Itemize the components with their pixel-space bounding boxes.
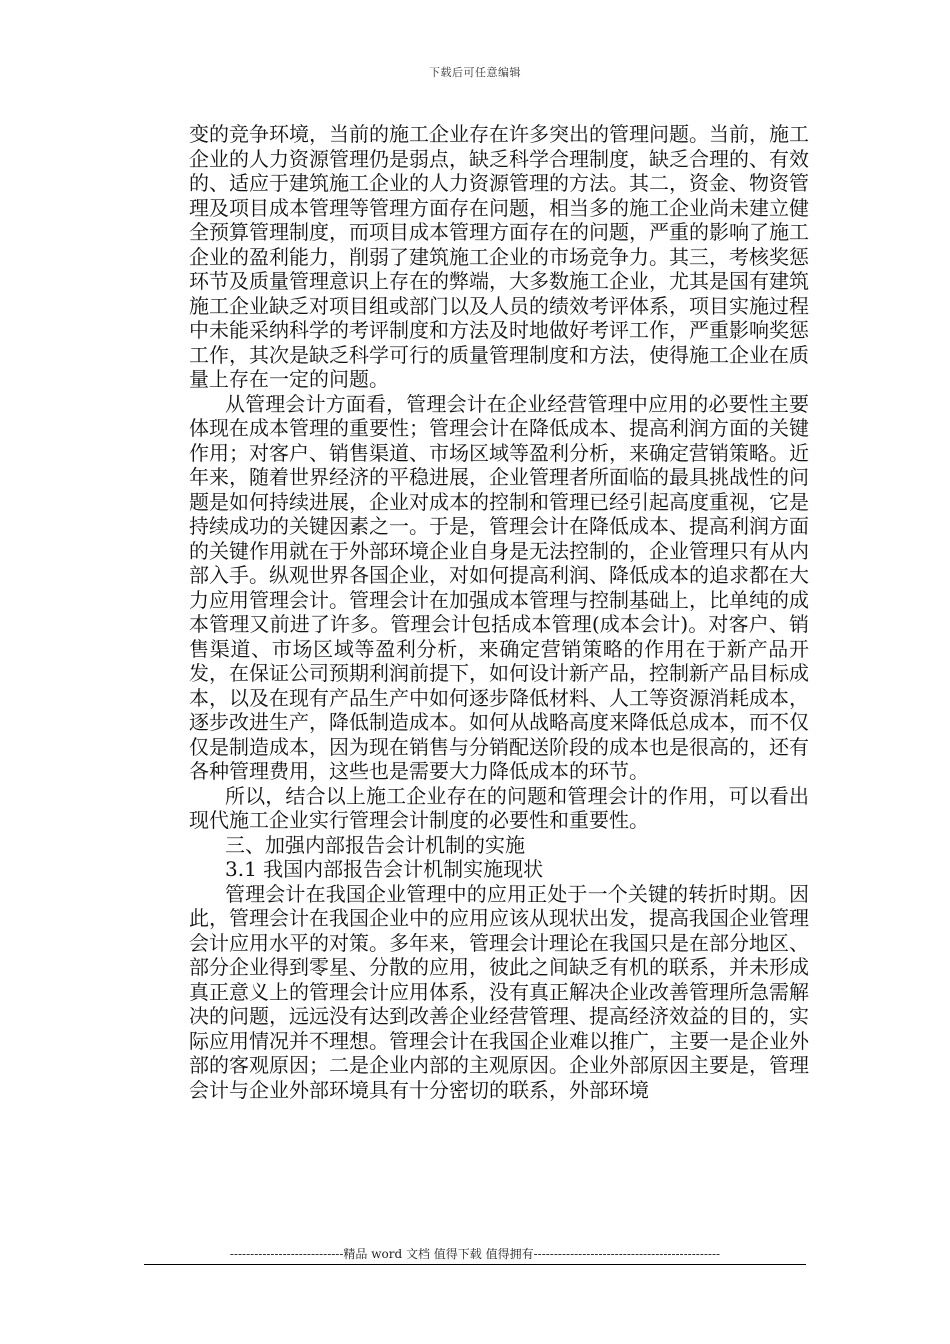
page-footer: ----------------------------精品 word 文档 值得下载 值得拥有----------------------------------------------: [229, 1247, 721, 1261]
paragraph-management-accounting-necessity: 从管理会计方面看，管理会计在企业经营管理中应用的必要性主要体现在成本管理的重要性；管理会计在降低成本、提高利润方面的关键作用；对客户、销售渠道、市场区域等盈利分析，来确定营销策略。近年来，随着世界经济的平稳进展，企业管理者所面临的最具挑战性的问题是如何持续进展，企业对成本的控制和管理已经引起高度重视，它是持续成功的关键因素之一。于是，管理会计在降低成本、提高利润方面的关键作用就在于外部环境企业自身是无法控制的，企业管理只有从内部入手。纵观世界各国企业，对如何提高利润、降低成本的追求都在大力应用管理会计。管理会计在加强成本管理与控制基础上，比单纯的成本管理又前进了许多。管理会计包括成本管理(成本会计)。对客户、销售渠道、市场区域等盈利分析，来确定营销策略的作用在于新产品开发，在保证公司预期利润前提下，如何设计新产品，控制新产品目标成本，以及在现有产品生产中如何逐步降低材料、人工等资源消耗成本，逐步改进生产，降低制造成本。如何从战略高度来降低总成本，而不仅仅是制造成本，因为现在销售与分销配送阶段的成本也是很高的，还有各种管理费用，这些也是需要大力降低成本的环节。: [189, 391, 809, 783]
subsection-heading: 3.1 我国内部报告会计机制实施现状: [225, 857, 544, 881]
page-header: 下载后可任意编辑: [429, 66, 521, 79]
document-body: [189, 122, 809, 1102]
paragraph-conclusion: 所以，结合以上施工企业存在的问题和管理会计的作用，可以看出现代施工企业实行管理会计制度的必要性和重要性。: [189, 783, 809, 832]
paragraph-current-status: 管理会计在我国企业管理中的应用正处于一个关键的转折时期。因此，管理会计在我国企业中的应用应该从现状出发，提高我国企业管理会计应用水平的对策。多年来，管理会计理论在我国只是在部分地区、部分企业得到零星、分散的应用，彼此之间缺乏有机的联系，并未形成真正意义上的管理会计应用体系，没有真正解决企业改善管理所急需解决的问题，远远没有达到改善企业经营管理、提高经济效益的目的，实际应用情况并不理想。管理会计在我国企业难以推广，主要一是企业外部的客观原因；二是企业内部的主观原因。企业外部原因主要是，管理会计与企业外部环境具有十分密切的联系，外部环境: [189, 881, 809, 1102]
paragraph-management-issues: 变的竞争环境，当前的施工企业存在许多突出的管理问题。当前，施工企业的人力资源管理仍是弱点，缺乏科学合理制度，缺乏合理的、有效的、适应于建筑施工企业的人力资源管理的方法。其二，资金、物资管理及项目成本管理等管理方面存在问题，相当多的施工企业尚未建立健全预算管理制度，而项目成本管理方面存在的问题，严重的影响了施工企业的盈利能力，削弱了建筑施工企业的市场竞争力。其三，考核奖惩环节及质量管理意识上存在的弊端，大多数施工企业，尤其是国有建筑施工企业缺乏对项目组或部门以及人员的绩效考评体系，项目实施过程中未能采纳科学的考评制度和方法及时地做好考评工作，严重影响奖惩工作，其次是缺乏科学可行的质量管理制度和方法，使得施工企业在质量上存在一定的问题。: [189, 122, 809, 391]
footer-divider: [144, 1264, 806, 1265]
section-heading: 三、加强内部报告会计机制的实施: [225, 832, 525, 857]
